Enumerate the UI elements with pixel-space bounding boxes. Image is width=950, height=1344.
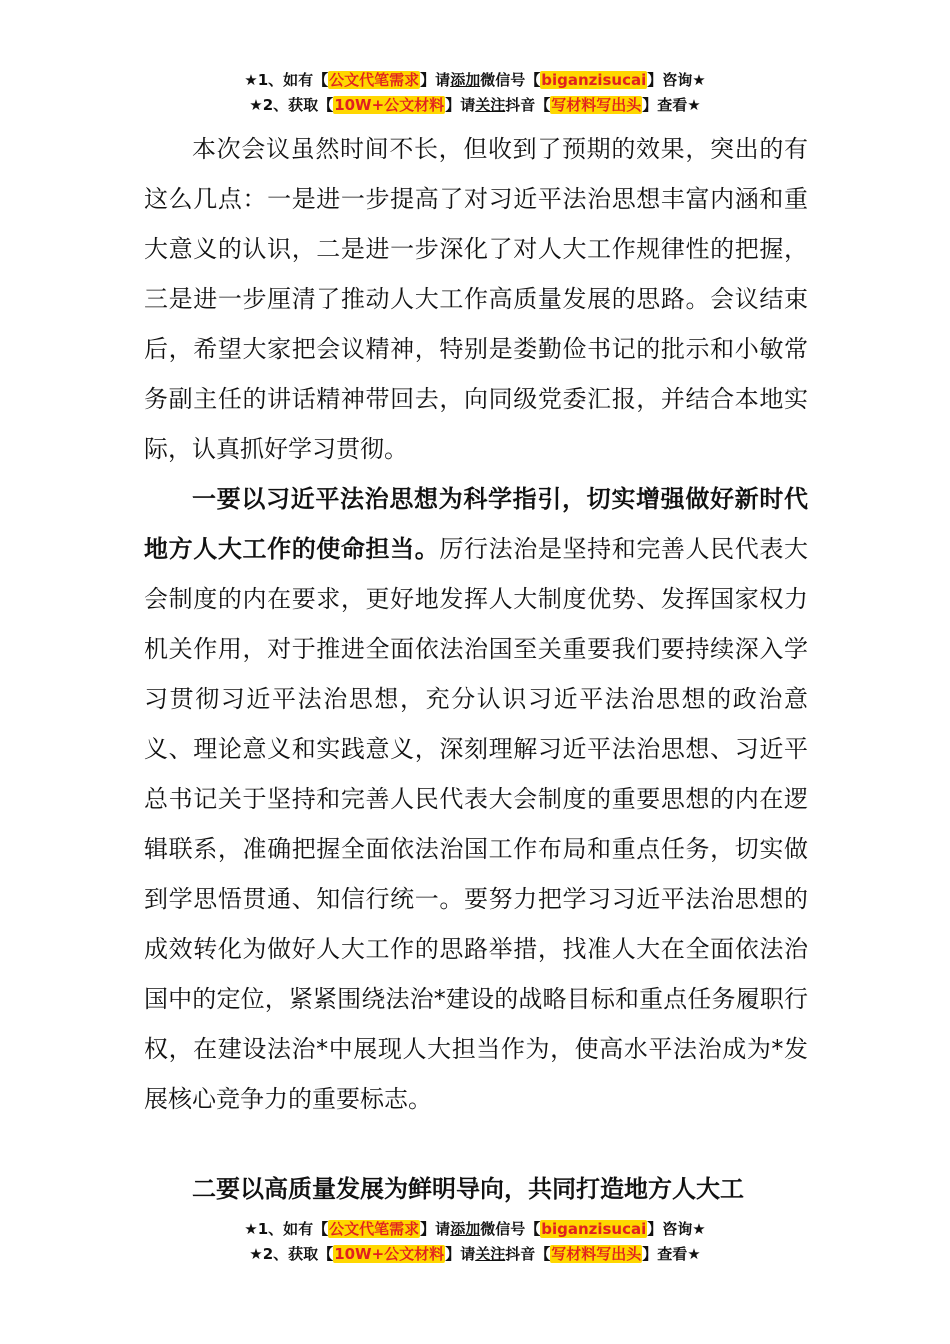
highlight-wechat-id: biganzisucai bbox=[541, 71, 647, 89]
banner-text: 】请 bbox=[420, 1220, 451, 1238]
banner-text: 】查看★ bbox=[642, 96, 701, 114]
banner-text: ★1、如有【 bbox=[244, 71, 329, 89]
banner-text: ★2、获取【 bbox=[249, 96, 334, 114]
top-banner bbox=[0, 68, 950, 118]
highlight-service: 公文代笔需求 bbox=[329, 71, 420, 89]
paragraph-3-heading: 二要以高质量发展为鲜明导向，共同打造地方人大工 bbox=[192, 1175, 744, 1203]
highlight-materials: 10W+公文材料 bbox=[334, 1245, 445, 1263]
banner-text: 】咨询★ bbox=[647, 71, 706, 89]
banner-underlined: 添加 bbox=[450, 1220, 481, 1238]
banner-text: 抖音【 bbox=[505, 96, 551, 114]
banner-line-2 bbox=[0, 93, 950, 118]
highlight-materials: 10W+公文材料 bbox=[334, 96, 445, 114]
banner-underlined: 关注 bbox=[475, 96, 506, 114]
banner-text: 】请 bbox=[445, 1245, 476, 1263]
banner-underlined: 添加 bbox=[450, 71, 481, 89]
bottom-banner bbox=[0, 1217, 950, 1267]
banner-line-1 bbox=[0, 1217, 950, 1242]
banner-underlined: 关注 bbox=[475, 1245, 506, 1263]
paragraph-2 bbox=[144, 474, 808, 1124]
banner-text: ★2、获取【 bbox=[249, 1245, 334, 1263]
highlight-wechat-id: biganzisucai bbox=[541, 1220, 647, 1238]
banner-text: ★1、如有【 bbox=[244, 1220, 329, 1238]
highlight-douyin: 写材料写出头 bbox=[551, 96, 642, 114]
banner-text: 】请 bbox=[445, 96, 476, 114]
banner-text: 】咨询★ bbox=[647, 1220, 706, 1238]
banner-line-2 bbox=[0, 1242, 950, 1267]
paragraph-2-text: 厉行法治是坚持和完善人民代表大会制度的内在要求，更好地发挥人大制度优势、发挥国家权力机关作用，对于推进全面依法治国至关重要我们要持续深入学习贯彻习近平法治思想，充分认识习近平法治思想的政治意义、理论意义和实践意义，深刻理解习近平法治思想、习近平总书记关于坚持和完善人民代表大会制度的重要思想的内在逻辑联系，准确把握全面依法治国工作布局和重点任务，切实做到学思悟贯通、知信行统一。要努力把学习习近平法治思想的成效转化为做好人大工作的思路举措，找准人大在全面依法治国中的定位，紧紧围绕法治*建设的战略目标和重点任务履职行权，在建设法治*中展现人大担当作为，使高水平法治成为*发展核心竞争力的重要标志。 bbox=[144, 535, 809, 1113]
banner-text: 微信号【 bbox=[480, 1220, 541, 1238]
paragraph-2-heading: 一要以习近平法治思想为科学指引，切实增强做好新时代地方人大工作的使命担当。 bbox=[144, 485, 808, 563]
banner-line-1 bbox=[0, 68, 950, 93]
banner-text: 】请 bbox=[420, 71, 451, 89]
banner-text: 微信号【 bbox=[480, 71, 541, 89]
highlight-service: 公文代笔需求 bbox=[329, 1220, 420, 1238]
highlight-douyin: 写材料写出头 bbox=[551, 1245, 642, 1263]
banner-text: 抖音【 bbox=[505, 1245, 551, 1263]
document-body bbox=[144, 124, 808, 1124]
paragraph-1: 本次会议虽然时间不长，但收到了预期的效果，突出的有这么几点：一是进一步提高了对习近平法治思想丰富内涵和重大意义的认识，二是进一步深化了对人大工作规律性的把握，三是进一步厘清了推动人大工作高质量发展的思路。会议结束后，希望大家把会议精神，特别是娄勤俭书记的批示和小敏常务副主任的讲话精神带回去，向同级党委汇报，并结合本地实际，认真抓好学习贯彻。 bbox=[144, 135, 808, 463]
banner-text: 】查看★ bbox=[642, 1245, 701, 1263]
